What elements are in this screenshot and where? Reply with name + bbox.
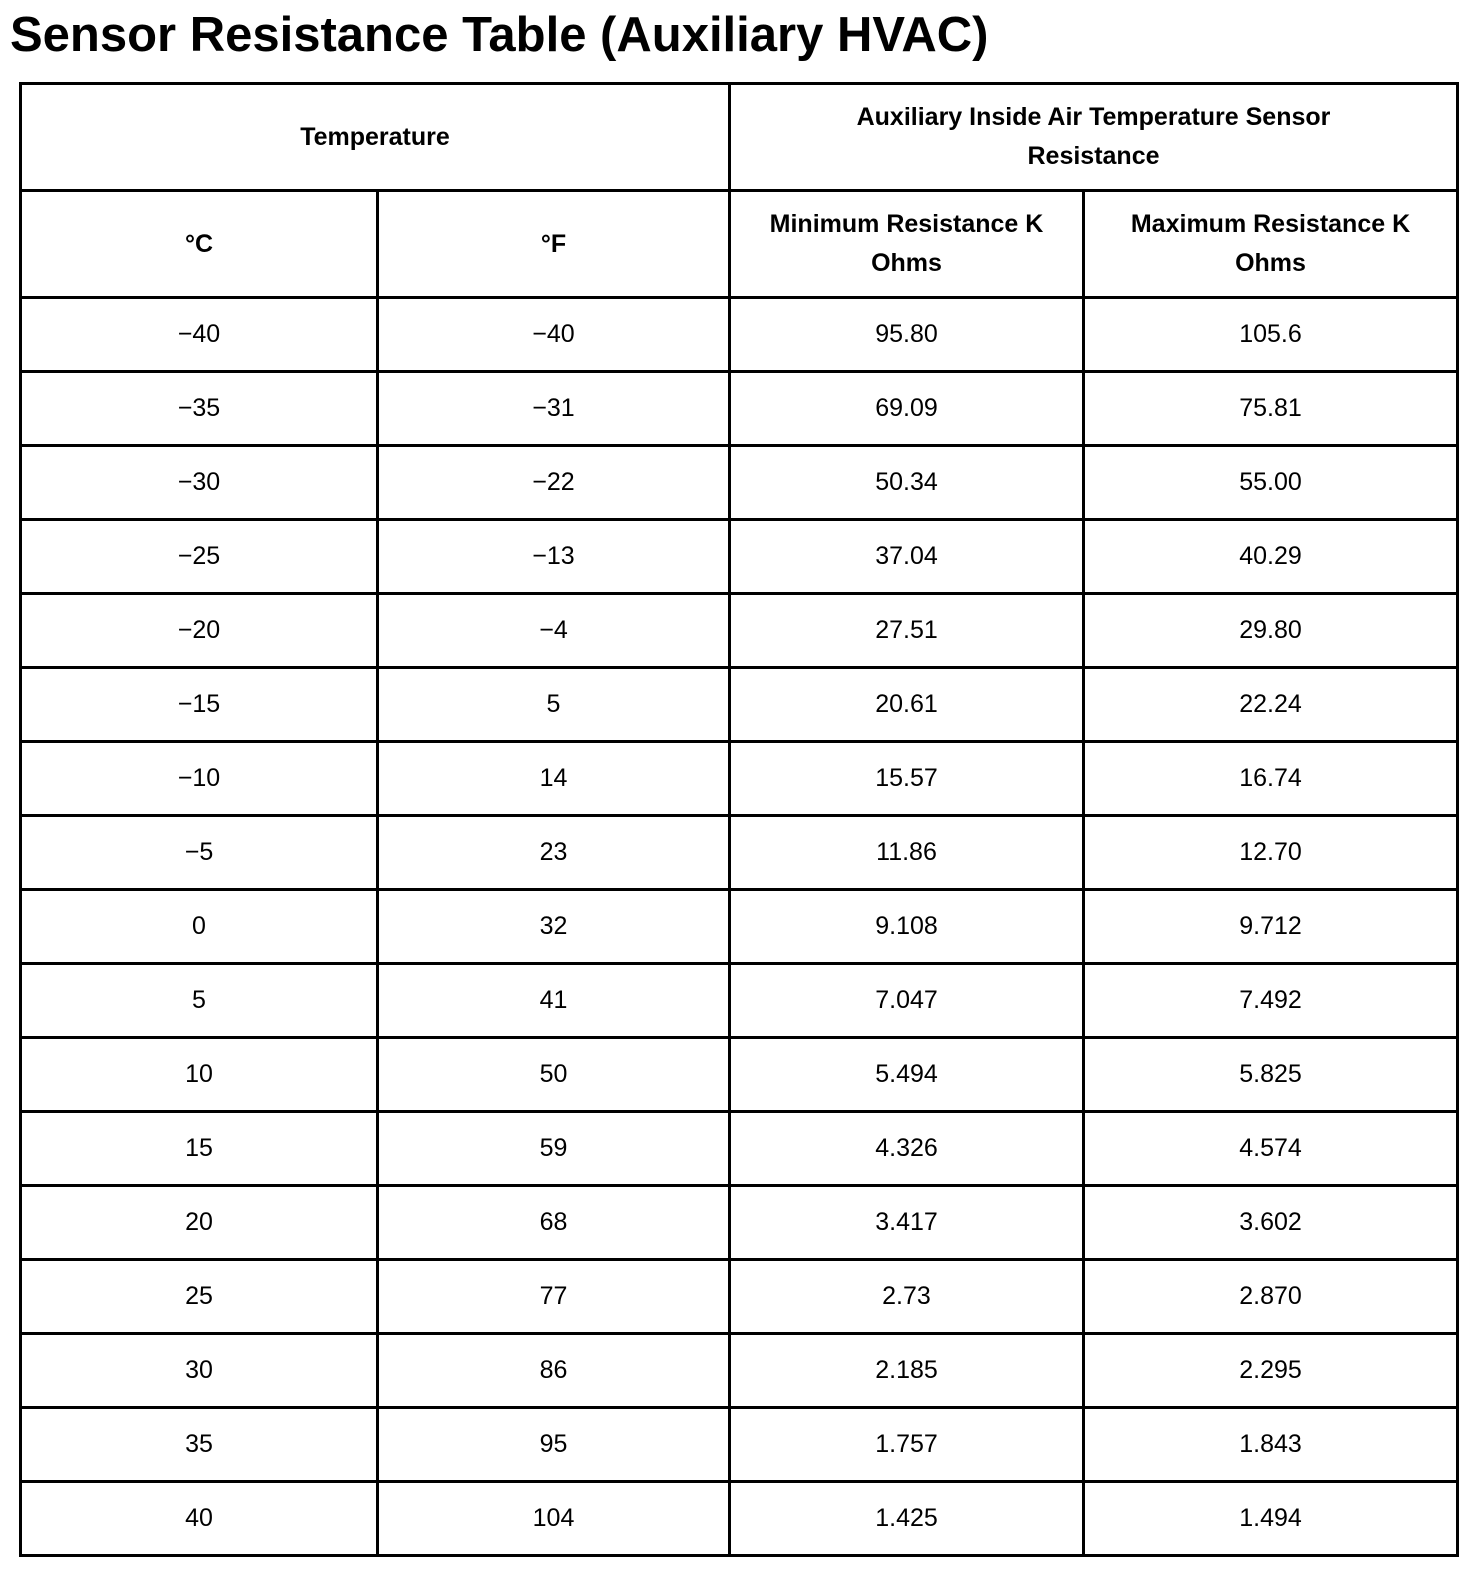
max-resistance-cell: 1.843 [1084,1408,1458,1482]
fahrenheit-cell: −4 [378,594,730,668]
table-row [21,1186,1458,1260]
max-resistance-column-header: Maximum Resistance K Ohms [1084,191,1458,298]
max-resistance-cell: 7.492 [1084,964,1458,1038]
celsius-cell: 5 [21,964,378,1038]
fahrenheit-cell: −40 [378,298,730,372]
table-row [21,890,1458,964]
min-resistance-column-header: Minimum Resistance K Ohms [730,191,1084,298]
fahrenheit-cell: 59 [378,1112,730,1186]
fahrenheit-column-header: °F [378,191,730,298]
resistance-group-header: Auxiliary Inside Air Temperature Sensor Resistance [730,84,1458,191]
max-resistance-cell: 2.870 [1084,1260,1458,1334]
celsius-cell: 10 [21,1038,378,1112]
fahrenheit-cell: 95 [378,1408,730,1482]
celsius-cell: −35 [21,372,378,446]
celsius-cell: −10 [21,742,378,816]
table-row [21,742,1458,816]
max-resistance-cell: 2.295 [1084,1334,1458,1408]
table-row [21,1334,1458,1408]
min-resistance-cell: 37.04 [730,520,1084,594]
celsius-cell: −25 [21,520,378,594]
max-resistance-cell: 75.81 [1084,372,1458,446]
celsius-cell: 20 [21,1186,378,1260]
celsius-cell: −40 [21,298,378,372]
min-resistance-cell: 50.34 [730,446,1084,520]
max-resistance-cell: 12.70 [1084,816,1458,890]
temperature-group-header: Temperature [21,84,730,191]
max-resistance-cell: 5.825 [1084,1038,1458,1112]
celsius-cell: 35 [21,1408,378,1482]
max-resistance-cell: 9.712 [1084,890,1458,964]
table-row [21,372,1458,446]
min-resistance-cell: 4.326 [730,1112,1084,1186]
fahrenheit-cell: 14 [378,742,730,816]
min-resistance-cell: 1.757 [730,1408,1084,1482]
sensor-resistance-table [19,82,1459,1557]
max-resistance-cell: 105.6 [1084,298,1458,372]
table-row [21,446,1458,520]
table-row [21,594,1458,668]
table-row [21,520,1458,594]
min-resistance-cell: 7.047 [730,964,1084,1038]
page-title: Sensor Resistance Table (Auxiliary HVAC) [10,8,989,62]
min-resistance-cell: 1.425 [730,1482,1084,1556]
table-row [21,668,1458,742]
min-resistance-cell: 11.86 [730,816,1084,890]
fahrenheit-cell: 86 [378,1334,730,1408]
max-resistance-cell: 1.494 [1084,1482,1458,1556]
fahrenheit-cell: 23 [378,816,730,890]
fahrenheit-cell: 5 [378,668,730,742]
min-resistance-cell: 5.494 [730,1038,1084,1112]
max-resistance-cell: 55.00 [1084,446,1458,520]
table-row [21,1112,1458,1186]
celsius-cell: 40 [21,1482,378,1556]
max-resistance-cell: 3.602 [1084,1186,1458,1260]
table-row [21,298,1458,372]
min-resistance-cell: 69.09 [730,372,1084,446]
min-resistance-cell: 9.108 [730,890,1084,964]
min-resistance-cell: 15.57 [730,742,1084,816]
table-row [21,1038,1458,1112]
celsius-cell: −15 [21,668,378,742]
celsius-column-header: °C [21,191,378,298]
max-resistance-cell: 16.74 [1084,742,1458,816]
table-row [21,964,1458,1038]
fahrenheit-cell: −22 [378,446,730,520]
max-resistance-cell: 29.80 [1084,594,1458,668]
table-row [21,1260,1458,1334]
celsius-cell: 15 [21,1112,378,1186]
celsius-cell: 0 [21,890,378,964]
fahrenheit-cell: −31 [378,372,730,446]
fahrenheit-cell: 50 [378,1038,730,1112]
fahrenheit-cell: −13 [378,520,730,594]
celsius-cell: −20 [21,594,378,668]
fahrenheit-cell: 68 [378,1186,730,1260]
min-resistance-cell: 27.51 [730,594,1084,668]
table-row [21,1408,1458,1482]
min-resistance-cell: 2.185 [730,1334,1084,1408]
celsius-cell: 30 [21,1334,378,1408]
table-row [21,816,1458,890]
fahrenheit-cell: 104 [378,1482,730,1556]
celsius-cell: −30 [21,446,378,520]
celsius-cell: 25 [21,1260,378,1334]
table-row [21,1482,1458,1556]
max-resistance-cell: 22.24 [1084,668,1458,742]
max-resistance-cell: 4.574 [1084,1112,1458,1186]
min-resistance-cell: 2.73 [730,1260,1084,1334]
min-resistance-cell: 3.417 [730,1186,1084,1260]
celsius-cell: −5 [21,816,378,890]
fahrenheit-cell: 32 [378,890,730,964]
min-resistance-cell: 20.61 [730,668,1084,742]
table-body [21,298,1458,1556]
max-resistance-cell: 40.29 [1084,520,1458,594]
min-resistance-cell: 95.80 [730,298,1084,372]
fahrenheit-cell: 77 [378,1260,730,1334]
fahrenheit-cell: 41 [378,964,730,1038]
